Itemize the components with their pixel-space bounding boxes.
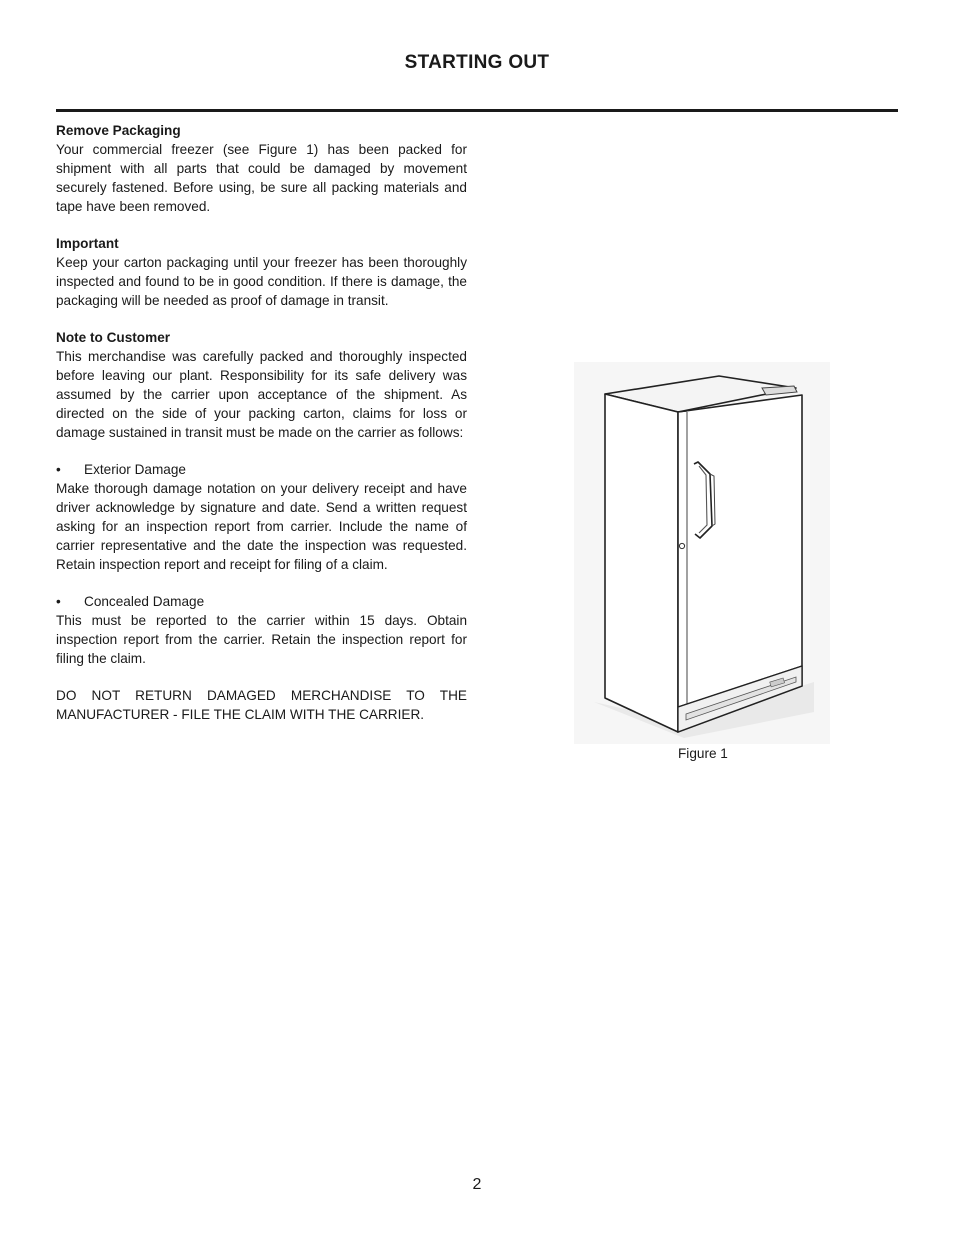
main-text-column — [56, 122, 467, 725]
bullet-dot: • — [56, 462, 61, 478]
freezer-illustration — [574, 362, 830, 744]
exterior-damage-body: Make thorough damage notation on your delivery receipt and have driver acknowledge by signature and date. Send a written request asking for an inspection report from carrier. Include the name of carrier representative and the date the inspection was requested. Retain inspection report and receipt for filing of a claim. — [56, 481, 467, 572]
remove-packaging-heading: Remove Packaging — [56, 123, 181, 138]
note-to-customer-body: This merchandise was carefully packed and thoroughly inspected before leaving our plant. Responsibility for its safe delivery was assumed by the carrier upon acceptance of the shipment. As directed on the side of your packing carton, claims for loss or damage sustained in transit must be made on the carrier as follows: — [56, 349, 467, 440]
concealed-damage-body: This must be reported to the carrier within 15 days. Obtain inspection report from the carrier. Retain the inspection report for filing the claim. — [56, 612, 467, 666]
remove-packaging-body: Your commercial freezer (see Figure 1) has been packed for shipment with all parts that could be damaged by movement securely fastened. Before using, be sure all packing materials and tape have been removed. — [56, 141, 467, 214]
page-number: 2 — [472, 1176, 482, 1193]
do-not-return-warning: DO NOT RETURN DAMAGED MERCHANDISE TO THE MANUFACTURER - FILE THE CLAIM WITH THE CARRIER. — [56, 688, 467, 723]
header-rule — [56, 109, 898, 112]
page-title: STARTING OUT — [404, 52, 550, 73]
bullet-dot: • — [56, 594, 61, 610]
exterior-damage-label: Exterior Damage — [84, 462, 186, 478]
figure-caption: Figure 1 — [678, 746, 728, 761]
important-body: Keep your carton packaging until your freezer has been thoroughly inspected and found to be in good condition. If there is damage, the packaging will be needed as proof of damage in transit. — [56, 254, 467, 308]
exterior-damage-bullet-item — [56, 461, 467, 480]
concealed-damage-bullet-item — [56, 593, 467, 612]
concealed-damage-label: Concealed Damage — [84, 594, 205, 610]
note-to-customer-heading: Note to Customer — [56, 330, 171, 346]
upright-freezer-icon — [574, 362, 830, 744]
important-heading: Important — [56, 236, 119, 252]
